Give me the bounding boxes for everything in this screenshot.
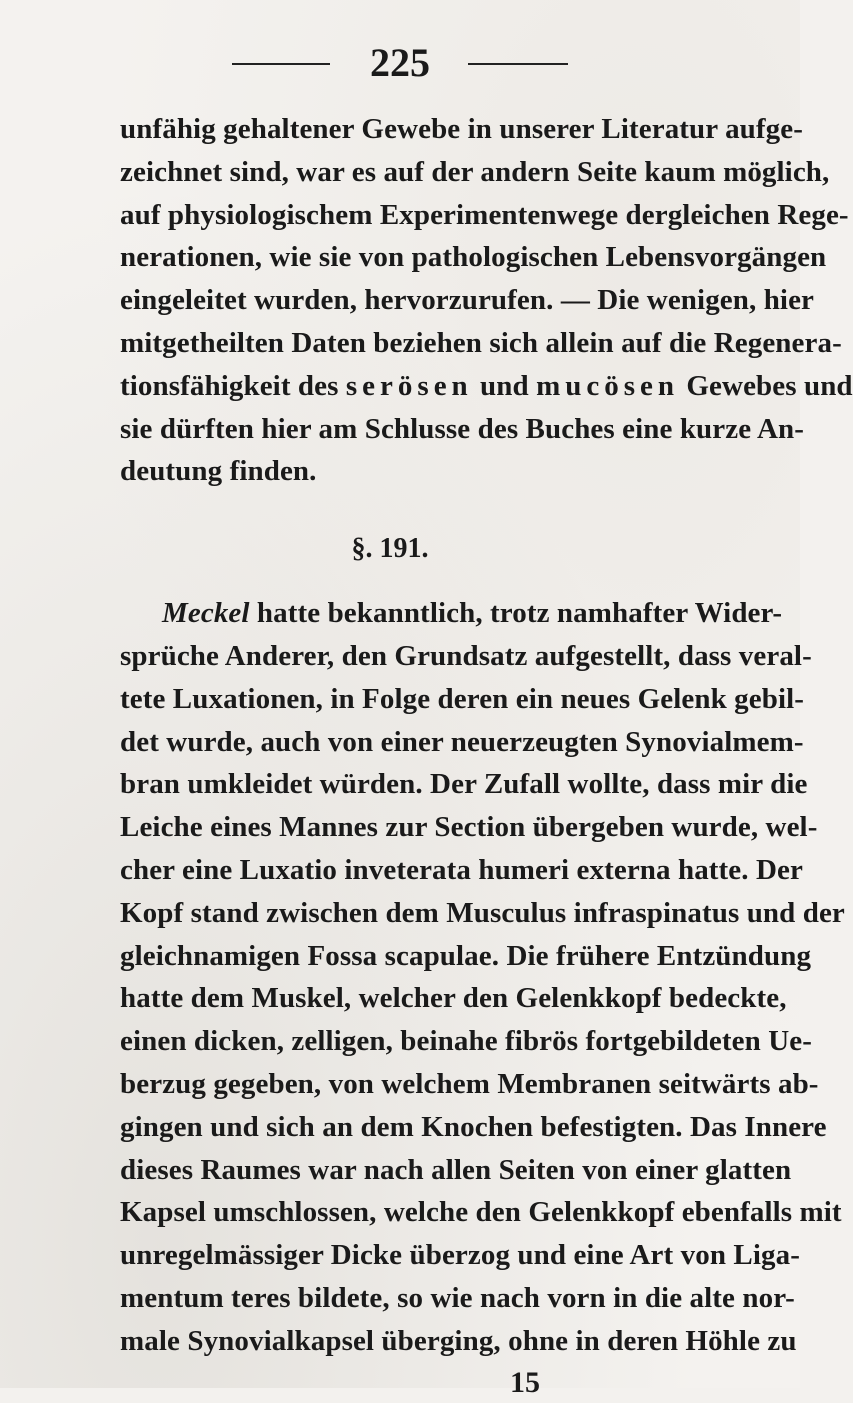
paragraph-2 [120,592,845,1362]
text-line: sie dürften hier am Schlusse des Buches eine kurze An- [120,412,804,445]
text-line: nerationen, wie sie von pathologischen Lebensvorgängen [120,241,827,274]
text-line: Kapsel umschlossen, welche den Gelenkkopf ebenfalls mit [120,1196,842,1229]
text-segment: Gewebes und [679,369,853,402]
text-segment: tionsfähigkeit des [120,369,346,402]
text-line: berzug gegeben, von welchem Membranen seitwärts ab- [120,1067,819,1100]
paragraph-1 [120,108,853,493]
header-rule-right [468,63,568,65]
text-line: auf physiologischem Experimentenwege dergleichen Rege- [120,198,849,231]
text-line: cher eine Luxatio inveterata humeri externa hatte. Der [120,853,803,886]
page-number: 225 [370,40,430,85]
text-line: gleichnamigen Fossa scapulae. Die frühere Entzündung [120,939,812,972]
text-line: unfähig gehaltener Gewebe in unserer Literatur aufge- [120,113,803,145]
section-heading: §. 191. [351,533,429,565]
text-line: Leiche eines Mannes zur Section übergeben wurde, wel- [120,811,818,844]
text-line [120,365,853,408]
text-line [120,592,783,635]
text-line: hatte dem Muskel, welcher den Gelenkkopf bedeckte, [120,982,787,1015]
body-text [120,108,853,1403]
text-segment: und [472,369,537,402]
text-line: deutung finden. [120,455,317,488]
text-line: det wurde, auch von einer neuerzeugten Synovialmem- [120,725,804,758]
emphasized-term-mucous: mucösen [536,369,680,402]
text-line: mentum teres bildete, so wie nach vorn in die alte nor- [120,1281,795,1314]
signature-mark: 15 [510,1365,540,1399]
text-line: male Synovialkapsel überging, ohne in deren Höhle zu [120,1324,797,1357]
header-rule-left [232,63,330,65]
emphasized-term-serous: serösen [345,369,473,402]
text-segment: hatte bekanntlich, trotz namhafter Wider- [249,597,783,630]
text-line: zeichnet sind, war es auf der andern Seite kaum möglich, [120,155,830,188]
text-line: dieses Raumes war nach allen Seiten von einer glatten [120,1153,792,1186]
text-line: bran umkleidet würden. Der Zufall wollte, dass mir die [120,768,808,801]
text-line: sprüche Anderer, den Grundsatz aufgestellt, dass veral- [120,639,812,672]
text-line: gingen und sich an dem Knochen befestigten. Das Innere [120,1110,827,1143]
text-line: tete Luxationen, in Folge deren ein neues Gelenk gebil- [120,682,805,715]
text-line: Kopf stand zwischen dem Musculus infraspinatus und der [120,896,845,929]
text-line: einen dicken, zelligen, beinahe fibrös fortgebildeten Ue- [120,1025,812,1058]
text-line: unregelmässiger Dicke überzog und eine Art von Liga- [120,1239,800,1272]
author-name: Meckel [162,597,250,630]
text-line: mitgetheilten Daten beziehen sich allein auf die Regenera- [120,326,842,359]
page-header [0,40,800,86]
text-line: eingeleitet wurden, hervorzurufen. — Die wenigen, hier [120,284,815,317]
